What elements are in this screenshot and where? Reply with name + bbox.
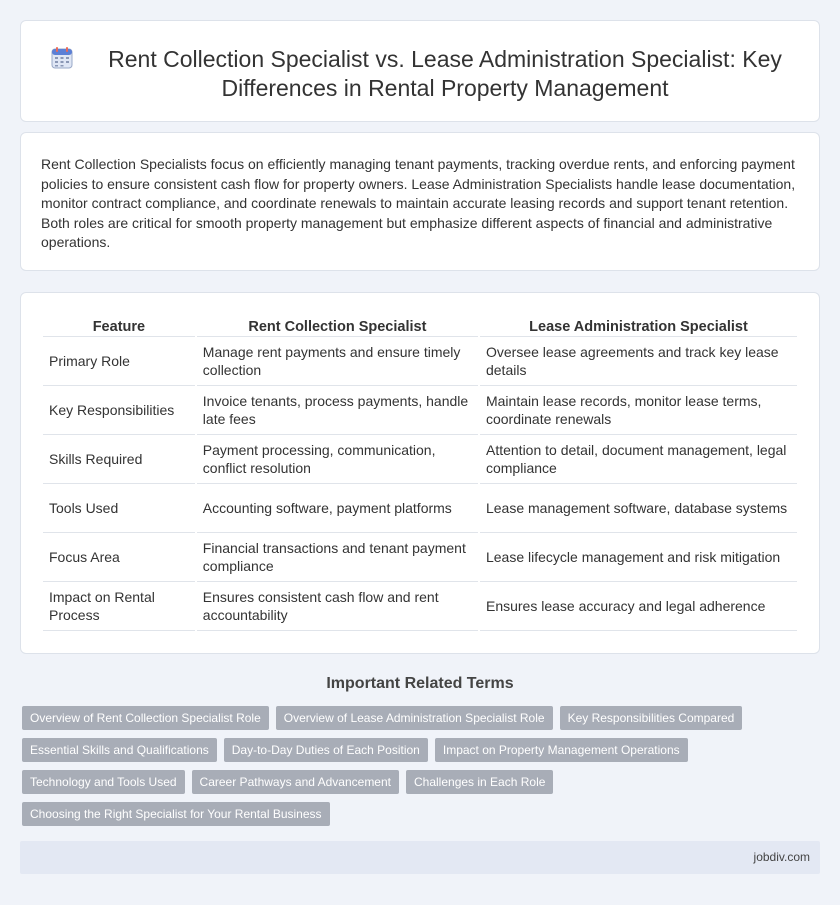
table-header-row (43, 317, 797, 337)
comparison-table-card (20, 292, 820, 654)
rent-collection-cell: Invoice tenants, process payments, handle late fees (197, 386, 478, 435)
related-term-tag[interactable]: Essential Skills and Qualifications (22, 738, 217, 762)
rent-collection-cell: Payment processing, communication, conflict resolution (197, 435, 478, 484)
table-row (43, 582, 797, 631)
feature-cell: Focus Area (43, 533, 195, 582)
header-feature: Feature (43, 317, 195, 337)
page-title: Rent Collection Specialist vs. Lease Administration Specialist: Key Differences in Rental Property Management (108, 46, 782, 101)
table-row (43, 484, 797, 533)
related-term-tag[interactable]: Overview of Lease Administration Specialist Role (276, 706, 553, 730)
related-term-tag[interactable]: Day-to-Day Duties of Each Position (224, 738, 428, 762)
footer-site-link[interactable]: jobdiv.com (753, 850, 810, 864)
feature-cell: Key Responsibilities (43, 386, 195, 435)
related-terms-list (22, 706, 812, 826)
table-row (43, 337, 797, 386)
related-term-tag[interactable]: Technology and Tools Used (22, 770, 185, 794)
related-term-tag[interactable]: Impact on Property Management Operations (435, 738, 688, 762)
rent-collection-cell: Manage rent payments and ensure timely collection (197, 337, 478, 386)
calendar-icon (51, 47, 73, 69)
lease-administration-cell: Attention to detail, document management, legal compliance (480, 435, 797, 484)
related-term-tag[interactable]: Choosing the Right Specialist for Your Rental Business (22, 802, 330, 826)
feature-cell: Primary Role (43, 337, 195, 386)
rent-collection-cell: Financial transactions and tenant payment compliance (197, 533, 478, 582)
related-term-tag[interactable]: Overview of Rent Collection Specialist Role (22, 706, 269, 730)
header-lease-administration: Lease Administration Specialist (480, 317, 797, 337)
table-row (43, 386, 797, 435)
table-row (43, 533, 797, 582)
intro-card (20, 132, 820, 271)
lease-administration-cell: Lease management software, database systems (480, 484, 797, 533)
lease-administration-cell: Maintain lease records, monitor lease terms, coordinate renewals (480, 386, 797, 435)
related-terms-title: Important Related Terms (326, 675, 514, 692)
feature-cell: Skills Required (43, 435, 195, 484)
lease-administration-cell: Ensures lease accuracy and legal adherence (480, 582, 797, 631)
lease-administration-cell: Oversee lease agreements and track key lease details (480, 337, 797, 386)
intro-paragraph: Rent Collection Specialists focus on efficiently managing tenant payments, tracking overdue rents, and enforcing payment policies to ensure consistent cash flow for property owners. Lease Administration Specialists handle lease documentation, monitor contract compliance, and coordinate renewals to maintain accurate leasing records and support tenant retention. Both roles are critical for smooth property management but emphasize different aspects of financial and administrative operations. (41, 156, 796, 250)
feature-cell: Tools Used (43, 484, 195, 533)
rent-collection-cell: Accounting software, payment platforms (197, 484, 478, 533)
related-term-tag[interactable]: Key Responsibilities Compared (560, 706, 743, 730)
related-term-tag[interactable]: Career Pathways and Advancement (192, 770, 399, 794)
related-term-tag[interactable]: Challenges in Each Role (406, 770, 553, 794)
comparison-table (41, 317, 799, 631)
title-card (20, 20, 820, 122)
rent-collection-cell: Ensures consistent cash flow and rent accountability (197, 582, 478, 631)
footer (20, 841, 820, 874)
feature-cell: Impact on Rental Process (43, 582, 195, 631)
table-row (43, 435, 797, 484)
header-rent-collection: Rent Collection Specialist (197, 317, 478, 337)
lease-administration-cell: Lease lifecycle management and risk mitigation (480, 533, 797, 582)
